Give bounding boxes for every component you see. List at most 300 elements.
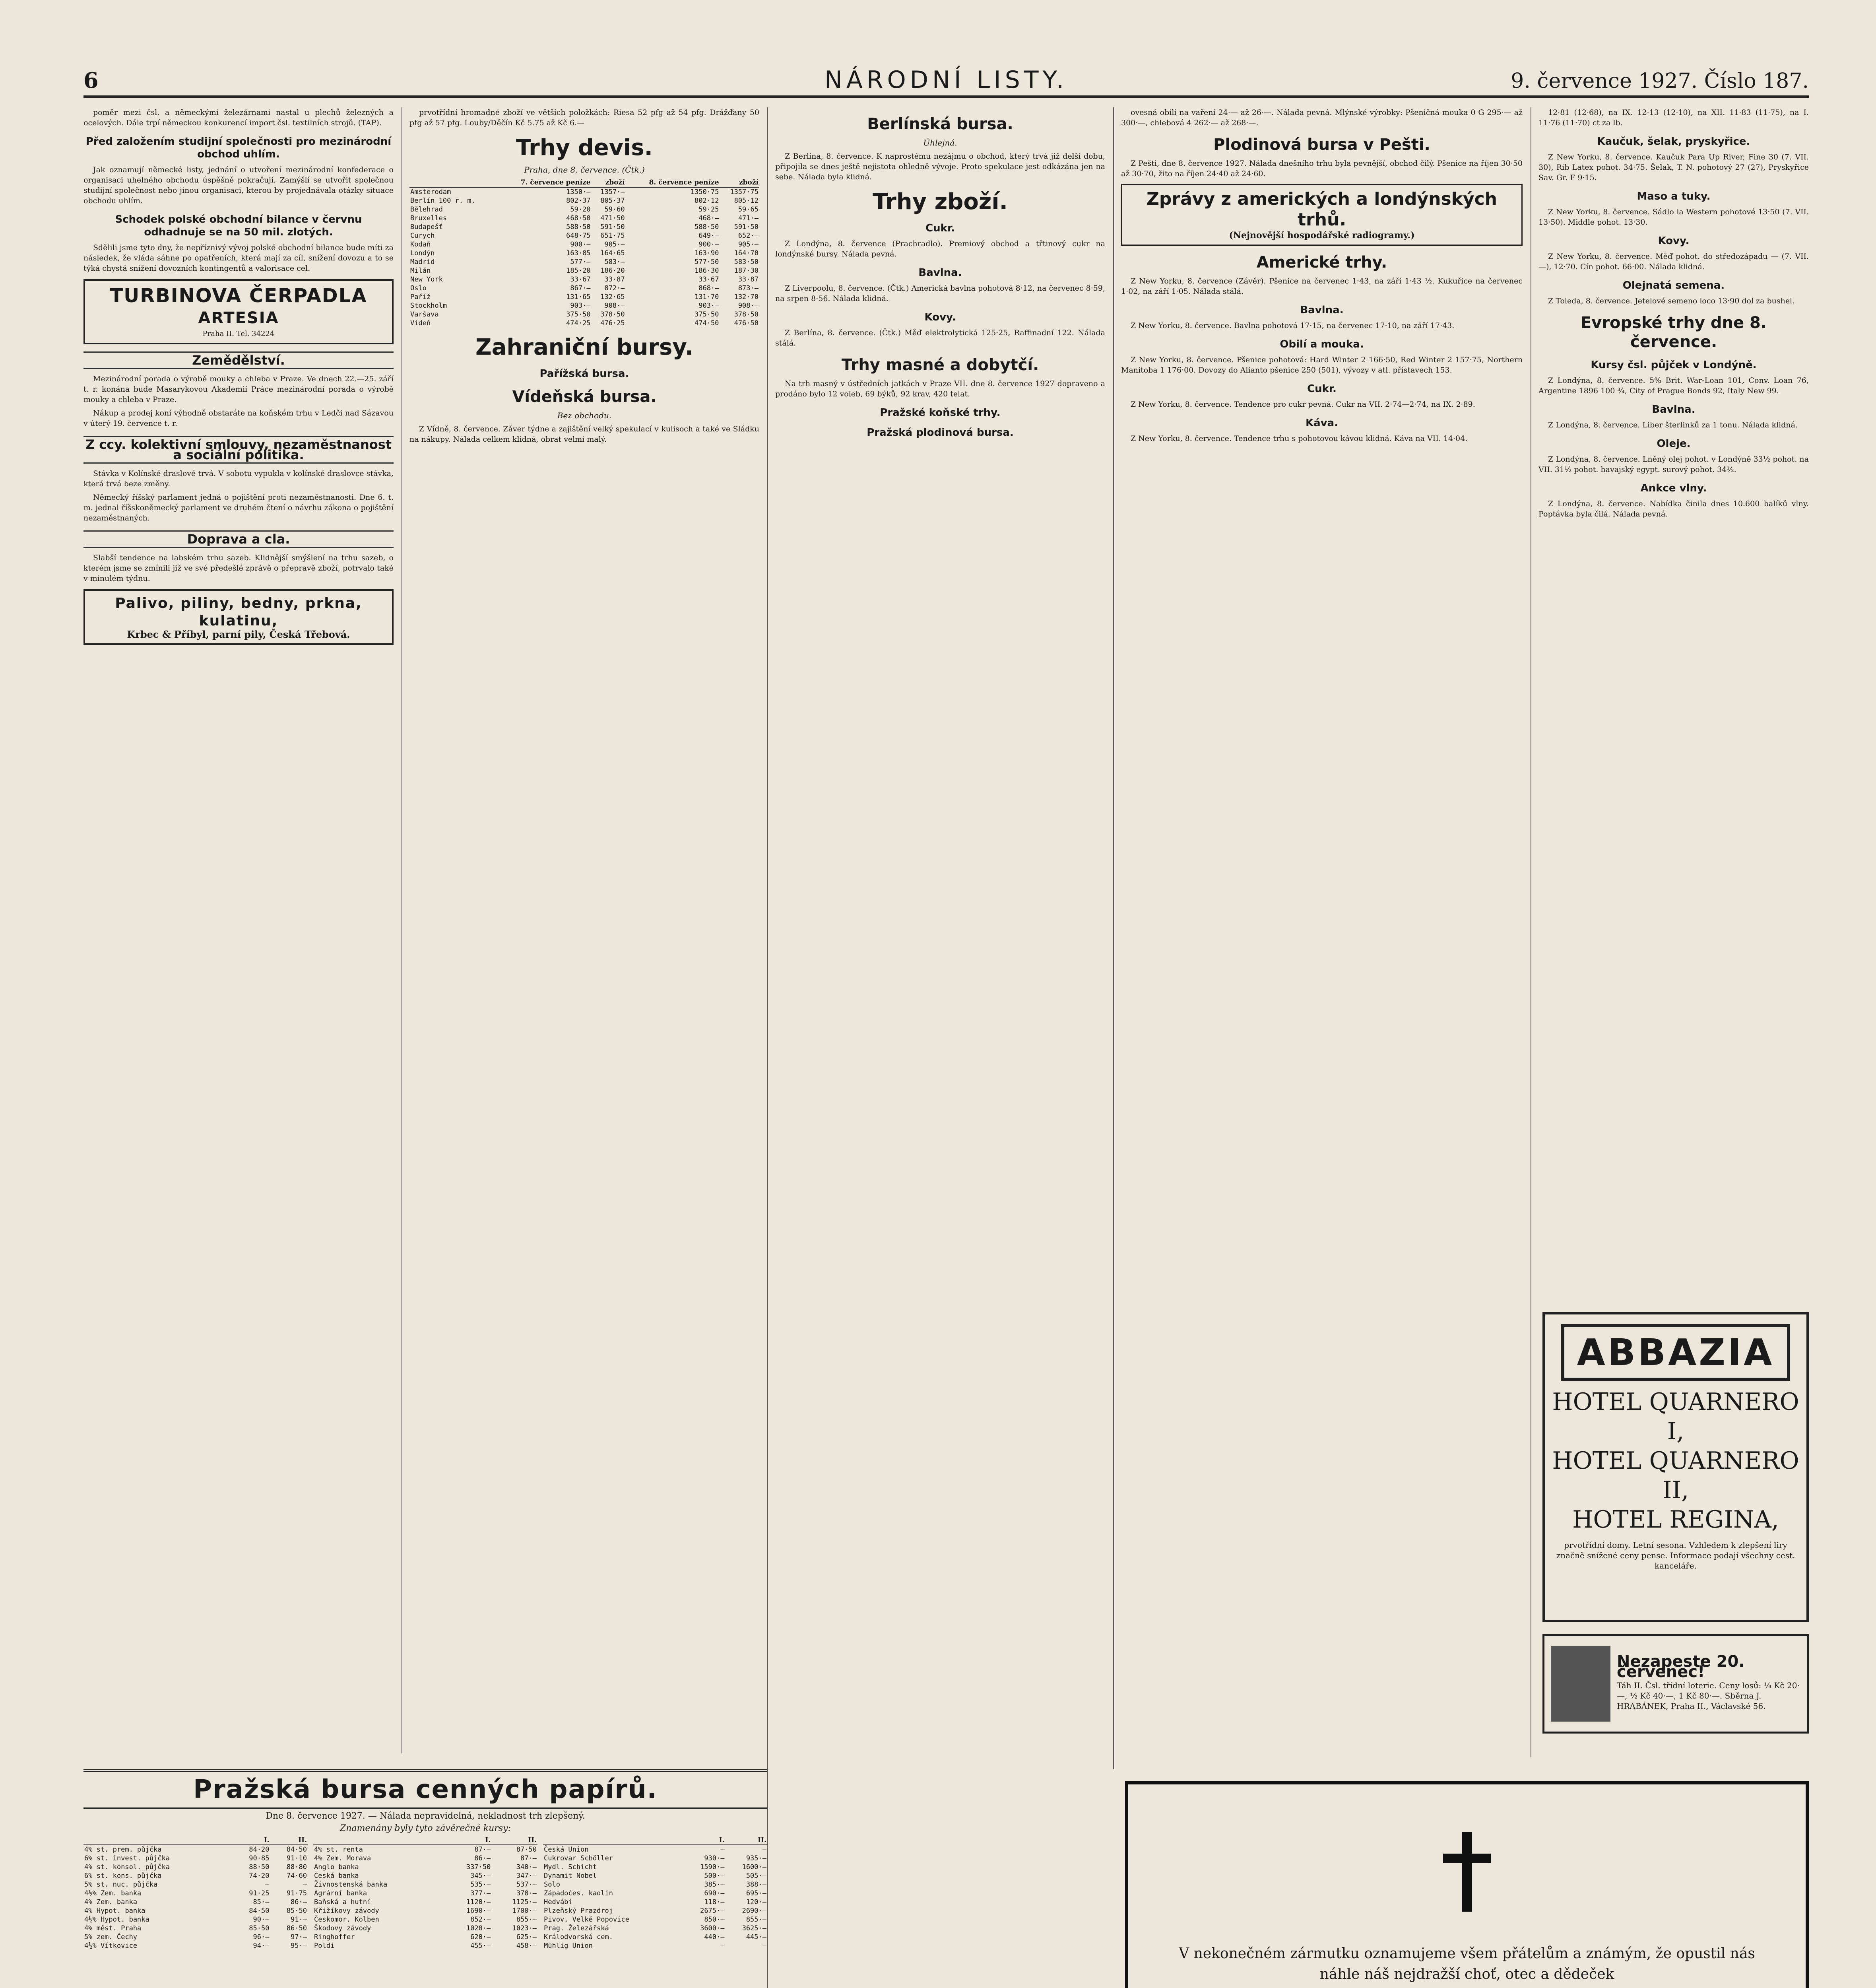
table-cell-value: 802·12 [694, 197, 719, 205]
table-row [409, 258, 759, 266]
table-row [409, 266, 759, 275]
article-text: Slabší tendence na labském trhu sazeb. Klidnější smýšlení na trhu sazeb, o kterém jsme se zmínili již ve své předešlé zprávě o přepravě zboží, potrvalo také v minulém týdnu. [83, 553, 394, 583]
headline: Vídeňská bursa. [512, 388, 657, 406]
table-row [83, 1933, 308, 1941]
subheading: Bavlna. [918, 267, 962, 279]
section-title: Pražská bursa cenných papírů. [83, 1769, 767, 1809]
ad-hotel: HOTEL QUARNERO II, [1552, 1447, 1799, 1504]
table-cell-label: Česká banka [314, 1872, 359, 1880]
headline: Schodek polské obchodní bilance v červnu odhadnuje se na 50 mil. zlotých. [115, 214, 362, 238]
table-cell-label: 4% st. prem. půjčka [84, 1846, 162, 1854]
article-text: Sdělili jsme tyto dny, že nepříznivý vývoj polské obchodní bilance bude míti za následek, že vláda sáhne po opatřeních, která mají za cíl, snížení dovozu a to se týká chystá snížení dovozních kontingentů a valorisace cel. [83, 243, 394, 273]
table-header-row [83, 1836, 308, 1845]
table-cell-value: 59·25 [698, 206, 719, 214]
table-cell-label: Poldi [314, 1942, 335, 1950]
table-cell-value: 74·60 [286, 1872, 307, 1880]
table-cell-label: 4% měst. Praha [84, 1924, 142, 1932]
table-row [83, 1941, 308, 1950]
table-row [409, 231, 759, 240]
table-cell-label: Západočes. kaolin [544, 1889, 613, 1897]
table-cell-value: 652·— [738, 232, 759, 240]
table-cell-label: Dynamit Nobel [544, 1872, 597, 1880]
ad-title: Nezapeste 20. červenec! [1617, 1652, 1745, 1681]
subheading: Cukr. [925, 222, 955, 234]
table-cell-label: Milán [410, 267, 431, 275]
column-rule [1113, 107, 1114, 1769]
table-cell-value: 900·— [570, 241, 591, 248]
table-cell-value: 868·— [698, 284, 719, 292]
ad-text: prvotřídní domy. Letní sesona. Vzhledem k zlepšení liry značně snížené ceny pense. Informace podají všechny cest. kanceláře. [1556, 1540, 1795, 1571]
table-row [83, 1872, 308, 1880]
table-cell-value: 340·— [516, 1863, 537, 1871]
table-cell-label: Česká Union [544, 1846, 589, 1854]
ad-hotel: HOTEL REGINA, [1572, 1506, 1779, 1534]
table-cell-value: 850·— [704, 1916, 725, 1924]
table-cell-label: Anglo banka [314, 1863, 359, 1871]
table-cell-value: 85·50 [286, 1907, 307, 1915]
article-text: Z New Yorku, 8. července. Sádlo la Western pohotové 13·50 (7. VII. 13·50). Middle pohot. 13·30. [1538, 208, 1809, 227]
table-cell-value: 903·— [570, 302, 591, 310]
table-row [409, 187, 759, 196]
table-cell-label: Varšava [410, 311, 439, 318]
article-text: Z Vídně, 8. července. Záver týdne a zajištění velký spekulací v kulisoch a také ve Sládku na nákupy. Nálada celkem klidná, obrat velmi malý. [409, 425, 759, 444]
table-cell-value: 337·50 [466, 1863, 491, 1871]
table-row [83, 1863, 308, 1872]
table-cell-value: 458·— [516, 1942, 537, 1950]
table-cell-value: 185·20 [566, 267, 591, 275]
table-row [409, 275, 759, 284]
ad-text: Praha II. Tel. 34224 [202, 330, 275, 338]
table-cell-value: 852·— [470, 1916, 491, 1924]
article-text: Z New Yorku, 8. července. Tendence trhu s pohotovou kávou klidná. Káva na VII. 14·04. [1131, 434, 1468, 443]
table-cell-value: 474·50 [694, 319, 719, 327]
table-cell-value: 378·— [516, 1889, 537, 1897]
subheading: Bavlna. [1652, 404, 1696, 415]
table-cell-value: 132·65 [600, 293, 625, 301]
table-cell-value: 1700·— [512, 1907, 537, 1915]
table-cell-value: 3600·— [700, 1924, 725, 1932]
table-cell-value: 131·65 [566, 293, 591, 301]
table-cell-value: 86·— [291, 1898, 307, 1906]
table-cell-value: 445·— [746, 1933, 766, 1941]
table-cell-value: 908·— [604, 302, 625, 310]
table-cell-value: 455·— [470, 1942, 491, 1950]
table-cell-value: 385·— [704, 1881, 725, 1889]
headline: Pražské koňské trhy. [880, 407, 1001, 419]
headline: Trhy masné a dobytčí. [841, 356, 1039, 374]
table-cell-value: 474·25 [566, 319, 591, 327]
table-cell-value: 468·— [698, 214, 719, 222]
stock-tables [83, 1836, 767, 1950]
article-text: Z Londýna, 8. července (Prachradlo). Premiový obchod a třtinový cukr na londýnské bursy. Nálada pevná. [775, 239, 1105, 258]
article-text: Z Londýna, 8. července. Liber šterlinků za 1 tonu. Nálada klidná. [1548, 421, 1798, 429]
table-cell-value: 649·— [698, 232, 719, 240]
section-subtitle: Znamenány byly tyto závěrečné kursy: [340, 1823, 511, 1833]
table-cell-value: 87·50 [516, 1846, 537, 1854]
table-row [83, 1854, 308, 1863]
table-cell-label: Solo [544, 1881, 560, 1889]
table-cell-value: 59·20 [570, 206, 591, 214]
table-cell-value: 186·20 [600, 267, 625, 275]
table-cell-value: 95·— [291, 1942, 307, 1950]
headline: Berlínská bursa. [867, 115, 1013, 133]
table-cell-value: 1350·— [566, 188, 591, 196]
table-row [83, 1915, 308, 1924]
table-cell-label: Křižíkovy závody [314, 1907, 379, 1915]
column-4 [1121, 107, 1523, 1757]
table-header: I. [446, 1836, 492, 1845]
table-cell-value: 88·80 [286, 1863, 307, 1871]
table-row [313, 1880, 537, 1889]
table-cell-value: 88·50 [249, 1863, 270, 1871]
table-cell-value: 695·— [746, 1889, 766, 1897]
ad-text: Krbec & Příbyl, parní pily, Česká Třebová. [127, 629, 350, 640]
ad-brand: Palivo, piliny, bedny, prkna, kulatinu, [115, 595, 362, 629]
table-cell-value: — [720, 1846, 725, 1854]
table-cell-label: 5% st. nuc. půjčka [84, 1881, 158, 1889]
table-cell-label: 4½% Vítkovice [84, 1942, 138, 1950]
column-rule [767, 107, 768, 1988]
paper-name: NÁRODNÍ LISTY. [824, 66, 1068, 94]
table-row [543, 1889, 767, 1898]
table-header [313, 1836, 446, 1845]
section-heading: Zemědělství. [83, 351, 394, 369]
table-cell-value: 86·— [474, 1854, 491, 1862]
table-cell-label: Baňská a hutní [314, 1898, 371, 1906]
table-cell-label: 4% st. konsol. půjčka [84, 1863, 170, 1871]
obituary [1125, 1781, 1809, 1988]
table-cell-value: 164·65 [600, 249, 625, 257]
table-row [409, 310, 759, 319]
table-cell-value: 905·— [604, 241, 625, 248]
table-cell-label: Mühlig Union [544, 1942, 593, 1950]
table-row [543, 1906, 767, 1915]
article-text: Z Londýna, 8. července. 5% Brit. War-Loan 101, Conv. Loan 76, Argentine 1896 100 ¾, City of Prague Bonds 92, Italy New 99. [1538, 376, 1809, 395]
table-cell-value: 855·— [516, 1916, 537, 1924]
table-cell-value: 625·— [516, 1933, 537, 1941]
table-row [409, 249, 759, 258]
table-cell-value: 87·— [474, 1846, 491, 1854]
table-cell-label: New York [410, 276, 443, 283]
table-row [313, 1906, 537, 1915]
table-cell-value: 900·— [698, 241, 719, 248]
stock-table-left [83, 1836, 308, 1950]
table-cell-value: 1020·— [466, 1924, 491, 1932]
table-cell-label: Mydl. Schicht [544, 1863, 597, 1871]
table-cell-value: 440·— [704, 1933, 725, 1941]
table-cell-label: 4% st. renta [314, 1846, 363, 1854]
table-row [313, 1933, 537, 1941]
table-cell-label: 4½% Zem. banka [84, 1889, 142, 1897]
table-cell-value: 163·90 [694, 249, 719, 257]
table-row [543, 1933, 767, 1941]
article-text: Nákup a prodej koní výhodně obstaráte na koňském trhu v Ledči nad Sázavou v úterý 19. července t. r. [83, 409, 394, 428]
article-text: Z Berlína, 8. července. K naprostému nezájmu o obchod, který trvá již delší dobu, připojila se dnes ještě nejistota ohledně vývoje. Proto spekulace jest odkázána jen na sebe. Nálada byla klidná. [775, 152, 1105, 181]
table-cell-value: 690·— [704, 1889, 725, 1897]
article-text: Z New Yorku, 8. července (Závěr). Pšenice na červenec 1·43, na září 1·43 ½. Kukuřice na červenec 1·02, na září 1·05. Nálada stálá. [1121, 277, 1523, 296]
table-cell-value: 187·30 [734, 267, 759, 275]
article-text: Z Liverpoolu, 8. července. (Čtk.) Americká bavlna pohotová 8·12, na červenec 8·59, na srpen 8·56. Nálada klidná. [775, 284, 1105, 303]
article-text: Z New Yorku, 8. července. Měď pohot. do středozápadu — (7. VII. —), 12·70. Cín pohot. 66·00. Nálada klidná. [1538, 252, 1809, 271]
subheading: Kaučuk, šelak, pryskyřice. [1597, 136, 1750, 148]
article-text: Z Pešti, dne 8. července 1927. Nálada dnešního trhu byla pevnější, obchod čilý. Pšenice na říjen 30·50 až 30·70, žito na říjen 24·40 až 24·60. [1121, 159, 1523, 178]
table-cell-value: 476·25 [600, 319, 625, 327]
table-cell-value: 377·— [470, 1889, 491, 1897]
ad-brand: TURBINOVA ČERPADLA [110, 285, 367, 307]
table-row [313, 1872, 537, 1880]
section-heading: Z ccy. kolektivní smlouvy, nezaměstnanost a sociální politika. [83, 436, 394, 464]
table-cell-value: 1590·— [700, 1863, 725, 1871]
table-cell-value: 583·— [604, 258, 625, 266]
headline: Kursy čsl. půjček v Londýně. [1591, 359, 1757, 371]
headline: Zahraniční bursy. [475, 334, 694, 360]
table-cell-value: 873·— [738, 284, 759, 292]
table-cell-label: Hedvábí [544, 1898, 572, 1906]
table-row [543, 1924, 767, 1933]
subheading: Bavlna. [1300, 304, 1344, 316]
table-cell-label: Plzeňský Prazdroj [544, 1907, 613, 1915]
table-cell-value: — [720, 1942, 725, 1950]
table-row [313, 1924, 537, 1933]
palivo-ad [83, 589, 394, 645]
table-cell-value: 2690·— [742, 1907, 766, 1915]
table-cell-value: 86·50 [286, 1924, 307, 1932]
table-header: 7. července peníze [497, 178, 592, 187]
ad-picture [1551, 1646, 1610, 1722]
table-row [83, 1898, 308, 1906]
headline: Zprávy z amerických a londýnských trhů. [1147, 189, 1497, 230]
table-cell-label: Bruxelles [410, 214, 447, 222]
table-cell-value: 1600·— [742, 1863, 766, 1871]
table-cell-value: 591·50 [600, 223, 625, 231]
table-cell-value: 651·75 [600, 232, 625, 240]
table-cell-label: Prag. Železářská [544, 1924, 609, 1932]
table-cell-label: 5% zem. Čechy [84, 1933, 138, 1941]
table-cell-value: 620·— [470, 1933, 491, 1941]
table-row [313, 1854, 537, 1863]
masthead [83, 60, 1809, 98]
article-text: Z Londýna, 8. července. Lněný olej pohot. v Londýně 33½ pohot. na VII. 31½ pohot. havajský egypt. surový pohot. 34½. [1538, 455, 1809, 474]
table-cell-value: 805·12 [734, 197, 759, 205]
table-cell-value: — [762, 1942, 766, 1950]
article-text: Na trh masný v ústředních jatkách v Praze VII. dne 8. července 1927 dopraveno a prodáno bylo 12 voleb, 69 býků, 92 krav, 420 telat. [775, 379, 1105, 398]
table-cell-value: 648·75 [566, 232, 591, 240]
column-5 [1538, 107, 1809, 1300]
table-cell-value: 505·— [746, 1872, 766, 1880]
table-cell-value: 468·50 [566, 214, 591, 222]
table-row [543, 1880, 767, 1889]
table-row [543, 1898, 767, 1906]
ad-brand: ARTESIA [198, 309, 279, 327]
table-row [313, 1863, 537, 1872]
subheading: Praha, dne 8. července. (Čtk.) [524, 165, 645, 175]
table-cell-value: 905·— [738, 241, 759, 248]
table-cell-label: Králodvorská cem. [544, 1933, 613, 1941]
table-row [83, 1906, 308, 1915]
issue-date: 9. července 1927. Číslo 187. [1511, 69, 1809, 93]
table-cell-label: 6% st. kons. půjčka [84, 1872, 162, 1880]
table-row [543, 1872, 767, 1880]
table-cell-value: 500·— [704, 1872, 725, 1880]
table-cell-label: Pivov. Velké Popovice [544, 1916, 629, 1924]
table-cell-label: 4% Hypot. banka [84, 1907, 146, 1915]
article-text: Z Toleda, 8. července. Jetelové semeno loco 13·90 dol za bushel. [1548, 297, 1795, 305]
table-cell-value: 930·— [704, 1854, 725, 1862]
table-header: II. [726, 1836, 768, 1845]
table-cell-value: 1023·— [512, 1924, 537, 1932]
zpravy-heading-box [1121, 184, 1523, 246]
table-cell-value: 96·— [253, 1933, 270, 1941]
table-cell-value: 97·— [291, 1933, 307, 1941]
table-row [313, 1941, 537, 1950]
subheading: Bez obchodu. [557, 411, 612, 420]
stock-table-mid [313, 1836, 537, 1950]
table-cell-value: 33·87 [604, 276, 625, 283]
table-cell-label: 6% st. invest. půjčka [84, 1854, 170, 1862]
table-cell-value: 94·— [253, 1942, 270, 1950]
headline: Před založením studijní společnosti pro mezinárodní obchod uhlím. [85, 136, 392, 160]
table-cell-value: 132·70 [734, 293, 759, 301]
table-cell-value: 3625·— [742, 1924, 766, 1932]
headline: Trhy zboží. [873, 189, 1008, 215]
article-text: Z New Yorku, 8. července. Tendence pro cukr pevná. Cukr na VII. 2·74—2·74, na IX. 2·89. [1131, 400, 1475, 409]
table-header [83, 1836, 233, 1845]
subheading: Olejnatá semena. [1622, 280, 1725, 291]
article-text: Mezinárodní porada o výrobě mouky a chleba v Praze. Ve dnech 22.—25. září t. r. konána bude Masarykovou Akademií Práce mezinárodní porada o výrobě mouky a chleba v Praze. [83, 375, 394, 404]
table-cell-value: 90·— [253, 1916, 270, 1924]
table-cell-value: 903·— [698, 302, 719, 310]
article-text: Z New Yorku, 8. července. Kaučuk Para Up River, Fine 30 (7. VII. 30), Rib Latex pohot. 34·75. Šelak, T. N. pohotový 27 (27), Pryskyřice Sav. Gr. F 9·15. [1538, 153, 1809, 182]
table-cell-value: — [303, 1881, 307, 1889]
table-row [83, 1924, 308, 1933]
column-3 [775, 107, 1105, 1988]
table-cell-value: 1357·— [600, 188, 625, 196]
table-cell-label: Bělehrad [410, 206, 443, 214]
table-row [409, 319, 759, 328]
stock-table-right [543, 1836, 767, 1950]
page-number: 6 [83, 68, 99, 93]
table-cell-label: Agrární banka [314, 1889, 367, 1897]
table-row [543, 1845, 767, 1854]
table-cell-value: 84·50 [286, 1846, 307, 1854]
table-cell-label: Stockholm [410, 302, 447, 310]
table-cell-value: 91·75 [286, 1889, 307, 1897]
table-cell-value: 378·50 [734, 311, 759, 318]
table-header: I. [233, 1836, 270, 1845]
article-text: 12·81 (12·68), na IX. 12·13 (12·10), na XII. 11·83 (11·75), na I. 11·76 (11·70) ct za lb. [1538, 108, 1809, 127]
table-header [543, 1836, 683, 1845]
table-cell-label: 4% Zem. banka [84, 1898, 138, 1906]
table-cell-label: Paříž [410, 293, 431, 301]
table-header-row [543, 1836, 767, 1845]
table-cell-value: 84·20 [249, 1846, 270, 1854]
table-header: II. [491, 1836, 537, 1845]
ad-text: Táh II. Čsl. třídní loterie. Ceny losů: ¼ Kč 20·—, ½ Kč 40·—, 1 Kč 80·—. Sběrna J. HRABÁNEK, Praha II., Václavské 56. [1617, 1681, 1800, 1711]
headline: Trhy devis. [516, 135, 653, 161]
table-cell-label: Cukrovar Schöller [544, 1854, 613, 1862]
table-cell-value: 591·50 [734, 223, 759, 231]
table-cell-value: 471·— [738, 214, 759, 222]
table-cell-label: Amsterodam [410, 188, 451, 196]
table-row [409, 223, 759, 231]
cross-icon [1443, 1832, 1491, 1912]
ad-hotel: HOTEL QUARNERO I, [1552, 1388, 1799, 1445]
table-cell-value: 33·87 [738, 276, 759, 283]
subheading: Úhlejná. [923, 138, 957, 148]
table-cell-value: 91·— [291, 1916, 307, 1924]
table-cell-label: 4% Zem. Morava [314, 1854, 371, 1862]
table-row [409, 214, 759, 223]
stock-exchange-section [83, 1769, 767, 1950]
table-cell-label: Škodovy závody [314, 1924, 371, 1932]
table-row [83, 1889, 308, 1898]
table-cell-value: 872·— [604, 284, 625, 292]
table-header [409, 178, 497, 187]
subheading: Maso a tuky. [1637, 190, 1711, 202]
devis-table [409, 178, 759, 328]
table-cell-value: 805·37 [600, 197, 625, 205]
ad-brand: ABBAZIA [1561, 1324, 1790, 1381]
table-cell-value: 588·50 [566, 223, 591, 231]
table-row [543, 1941, 767, 1950]
table-row [543, 1915, 767, 1924]
table-row [409, 240, 759, 249]
table-cell-value: 1120·— [466, 1898, 491, 1906]
table-cell-value: 87·— [520, 1854, 537, 1862]
table-cell-value: 59·65 [738, 206, 759, 214]
table-cell-label: Kodaň [410, 241, 431, 248]
subheading: Káva. [1305, 417, 1339, 429]
table-cell-value: — [265, 1881, 270, 1889]
table-cell-value: 583·50 [734, 258, 759, 266]
table-cell-value: 537·— [516, 1881, 537, 1889]
table-header: II. [270, 1836, 308, 1845]
table-cell-value: 91·25 [249, 1889, 270, 1897]
table-cell-value: 855·— [746, 1916, 766, 1924]
section-subtitle: Dne 8. července 1927. — Nálada nepravidelná, nekladnost trh zlepšený. [266, 1811, 585, 1821]
article-text: Z New Yorku, 8. července. Pšenice pohotová: Hard Winter 2 166·50, Red Winter 2 157·75, Northern Manitoba 1 176·00. Dovozy do Alianto pšenice 250 (501), vývozy v atl. přístavech 153. [1121, 355, 1523, 375]
table-cell-value: 33·67 [570, 276, 591, 283]
article-text: ovesná obilí na vaření 24·— až 26·—. Nálada pevná. Mlýnské výrobky: Pšeničná mouka 0 G 295·— až 300·—, chlebová 4 262·— až 268·—. [1121, 108, 1523, 127]
obituary-intro: V nekonečném zármutku oznamujeme všem přátelům a známým, že opustil nás náhle náš nejdražší choť, otec a dědeček [1179, 1945, 1755, 1982]
table-cell-value: 74·20 [249, 1872, 270, 1880]
table-cell-label: Madrid [410, 258, 435, 266]
table-row [409, 293, 759, 301]
headline: Plodinová bursa v Pešti. [1213, 136, 1430, 154]
turbina-ad [83, 279, 394, 344]
table-cell-value: 2675·— [700, 1907, 725, 1915]
table-cell-label: Curych [410, 232, 435, 240]
table-cell-value: 1690·— [466, 1907, 491, 1915]
subheading: Cukr. [1307, 383, 1337, 395]
article-text: Z Londýna, 8. července. Nabídka činila dnes 10.600 balíků vlny. Poptávka byla čilá. Nálada pevná. [1538, 499, 1809, 518]
table-cell-value: 59·60 [604, 206, 625, 214]
subheading: Oleje. [1657, 438, 1691, 450]
table-cell-value: 84·50 [249, 1907, 270, 1915]
table-header-row [409, 178, 759, 187]
table-cell-value: 131·70 [694, 293, 719, 301]
table-cell-value: 91·10 [286, 1854, 307, 1862]
table-cell-value: 375·50 [694, 311, 719, 318]
table-cell-label: Oslo [410, 284, 427, 292]
headline: Americké trhy. [1256, 253, 1387, 272]
subheading: Ankce vlny. [1640, 482, 1707, 494]
section-heading: Doprava a cla. [83, 530, 394, 548]
table-header: I. [683, 1836, 725, 1845]
subheading: Kovy. [1658, 235, 1690, 247]
table-cell-label: Živnostenská banka [314, 1881, 388, 1889]
table-cell-value: 163·85 [566, 249, 591, 257]
